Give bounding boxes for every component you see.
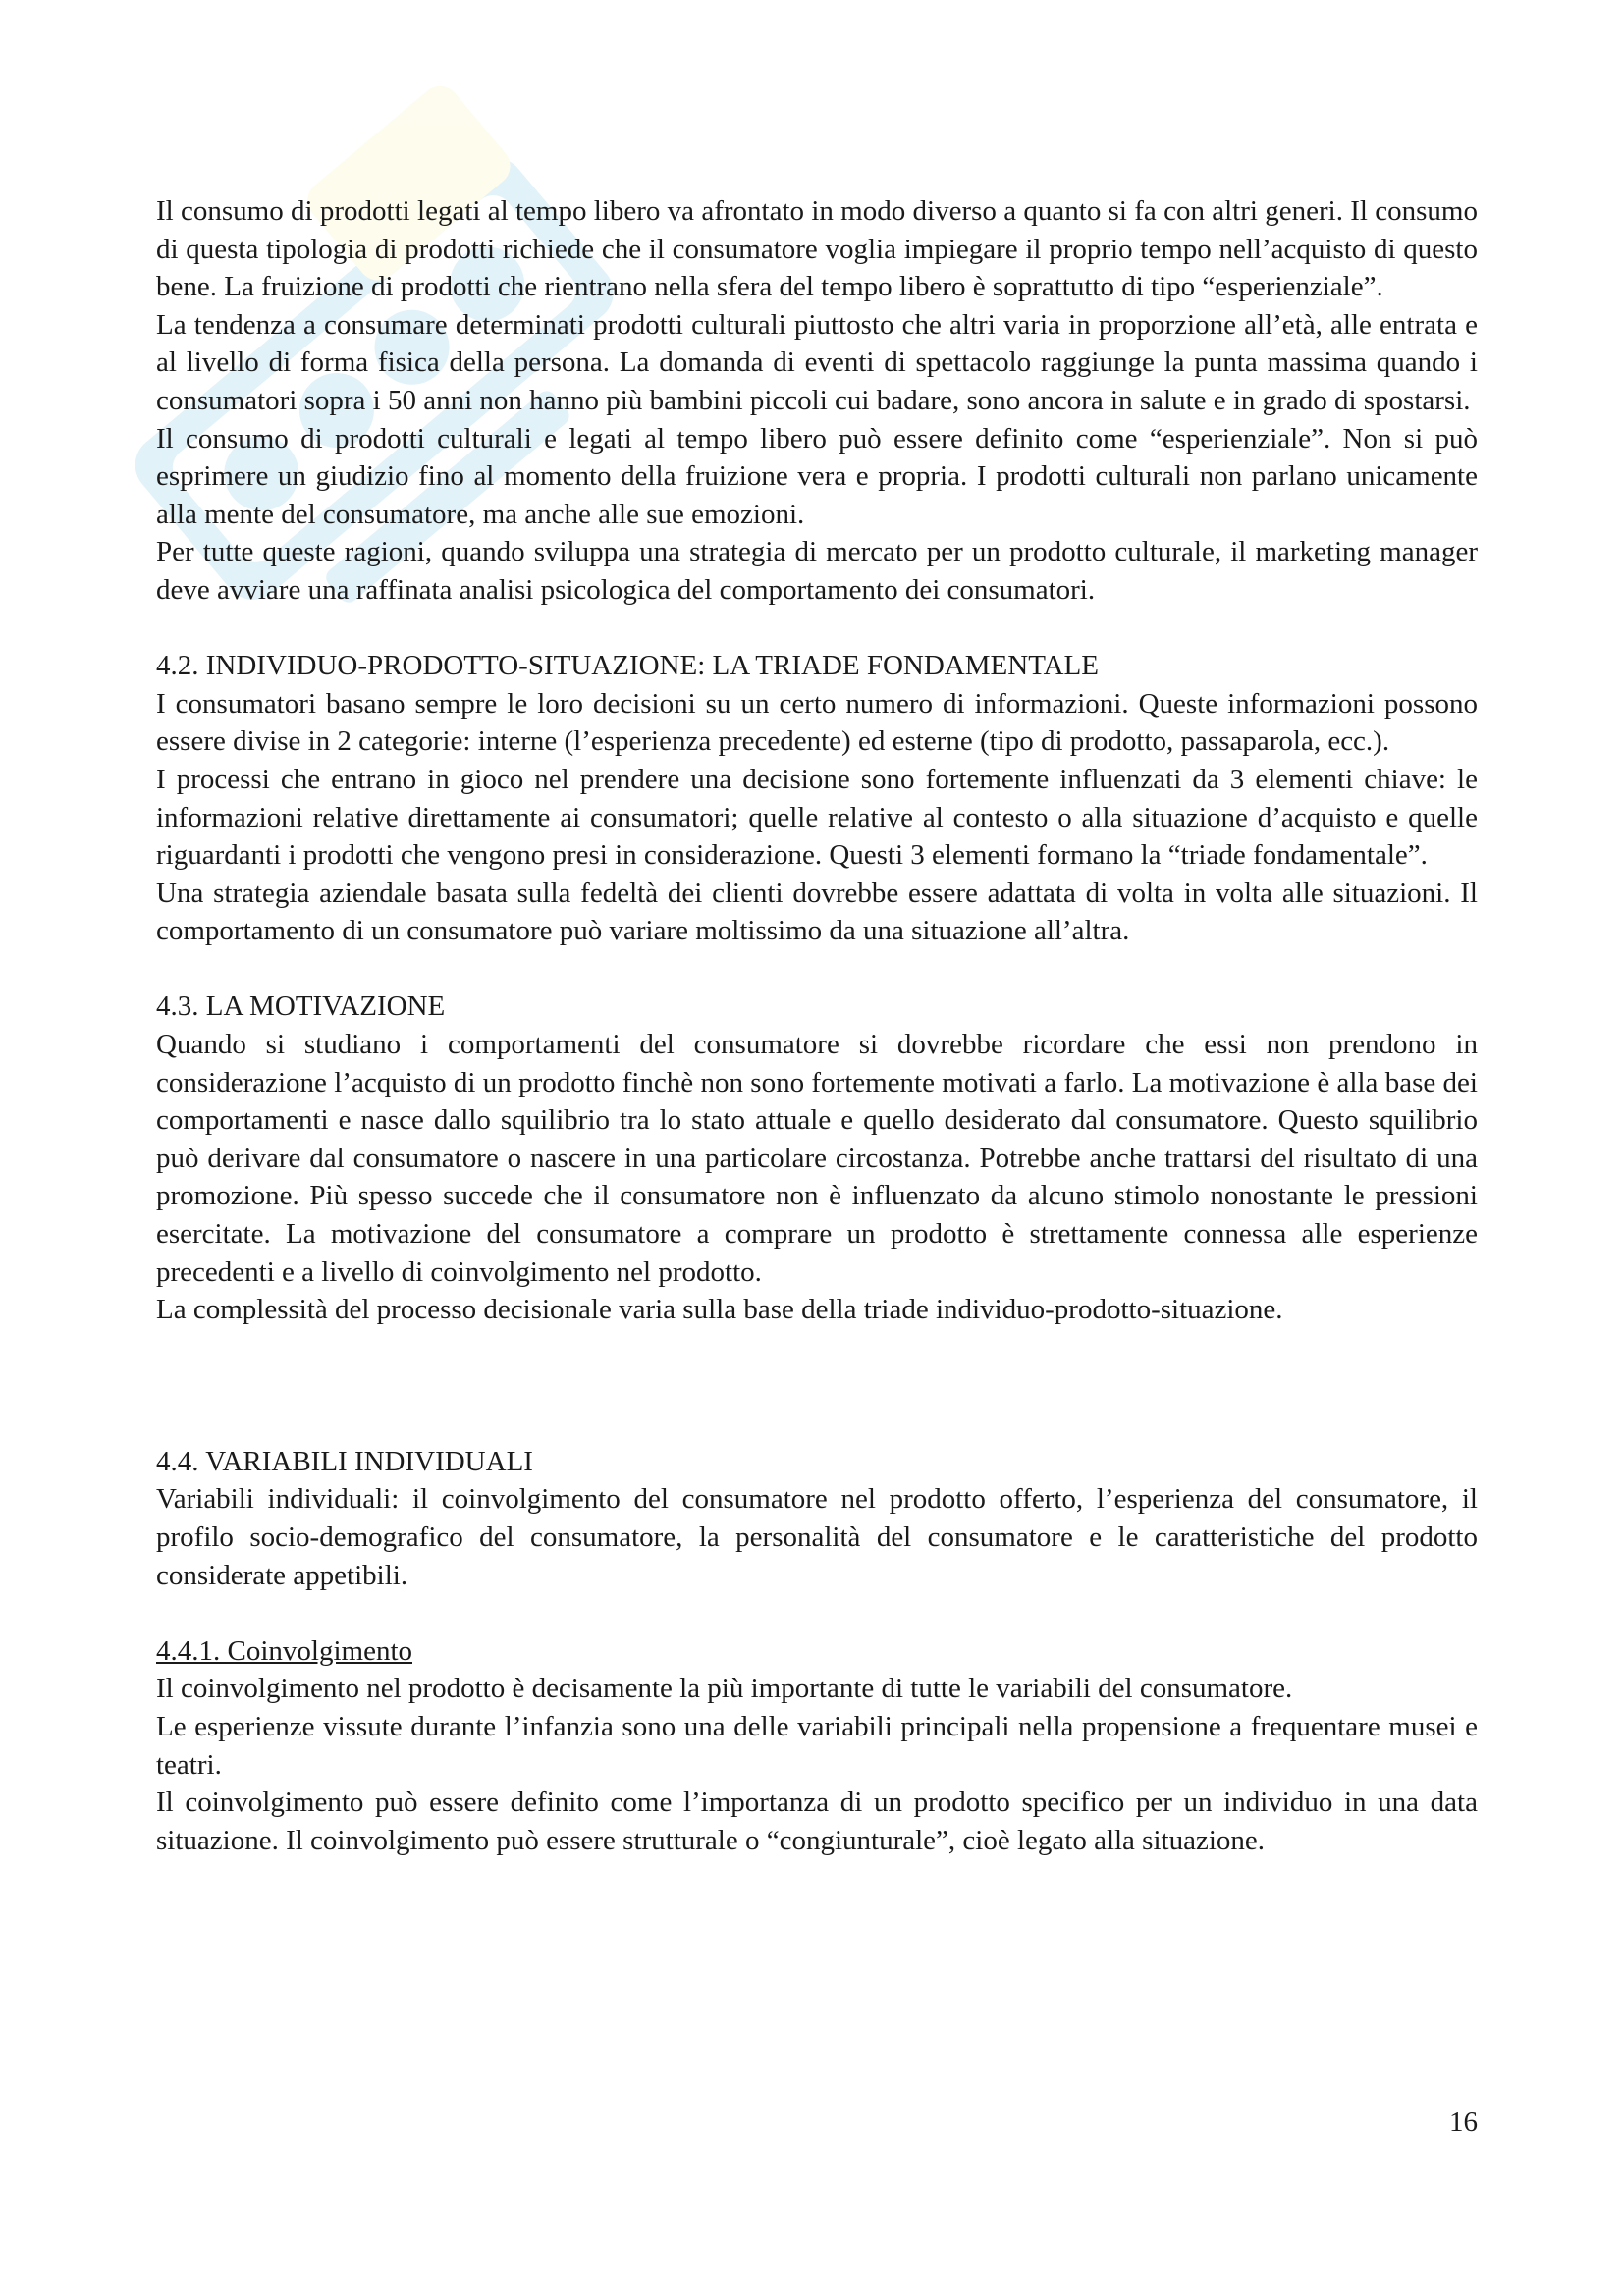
page-body xyxy=(156,192,1478,1859)
section-4-2-paragraph-3: Una strategia aziendale basata sulla fedeltà dei clienti dovrebbe essere adattata di volta in volta alle situazioni. Il comportamento di un consumatore può variare moltissimo da una situazione all’altra. xyxy=(156,877,1478,947)
section-4-4-paragraph-1: Variabili individuali: il coinvolgimento del consumatore nel prodotto offerto, l’esperienza del consumatore, il profilo socio-demografico del consumatore, la personalità del consumatore e le caratteristiche del prodotto considerate appetibili. xyxy=(156,1483,1478,1591)
section-4-4-1-paragraph-1: Il coinvolgimento nel prodotto è decisamente la più importante di tutte le variabili del consumatore. xyxy=(156,1673,1293,1705)
section-spacer xyxy=(156,1329,1478,1443)
section-4-3-heading: 4.3. LA MOTIVAZIONE xyxy=(156,990,446,1023)
section-4-2-paragraph-2: I processi che entrano in gioco nel prendere una decisione sono fortemente influenzati da 3 elementi chiave: le informazioni relative direttamente ai consumatori; quelle relative al contesto o alla situazione d’acquisto e quelle riguardanti i prodotti che vengono presi in considerazione. Questi 3 elementi formano la “triade fondamentale”. xyxy=(156,763,1478,872)
section-spacer xyxy=(156,610,1478,648)
section-4-2-heading: 4.2. INDIVIDUO-PRODOTTO-SITUAZIONE: LA TRIADE FONDAMENTALE xyxy=(156,650,1099,682)
intro-paragraph-3: Il consumo di prodotti culturali e legati al tempo libero può essere definito come “esperienziale”. Non si può esprimere un giudizio fino al momento della fruizione vera e propria. I prodotti culturali non parlano unicamente alla mente del consumatore, ma anche alle sue emozioni. xyxy=(156,422,1478,530)
intro-paragraph-2: La tendenza a consumare determinati prodotti culturali piuttosto che altri varia in proporzione all’età, alle entrata e al livello di forma fisica della persona. La domanda di eventi di spettacolo raggiunge la punta massima quando i consumatori sopra i 50 anni non hanno più bambini piccoli cui badare, sono ancora in salute e in grado di spostarsi. xyxy=(156,308,1478,416)
section-4-3-paragraph-2: La complessità del processo decisionale varia sulla base della triade individuo-prodotto-situazione. xyxy=(156,1294,1283,1326)
section-4-4-1-paragraph-3: Il coinvolgimento può essere definito come l’importanza di un prodotto specifico per un individuo in una data situazione. Il coinvolgimento può essere strutturale o “congiunturale”, cioè legato alla situazione. xyxy=(156,1787,1478,1856)
section-spacer xyxy=(156,950,1478,988)
section-4-4-heading: 4.4. VARIABILI INDIVIDUALI xyxy=(156,1445,533,1477)
section-4-3-paragraph-1: Quando si studiano i comportamenti del consumatore si dovrebbe ricordare che essi non prendono in considerazione l’acquisto di un prodotto finchè non sono fortemente motivati a farlo. La motivazione è alla base dei comportamenti e nasce dallo squilibrio tra lo stato attuale e quello desiderato dal consumatore. Questo squilibrio può derivare dal consumatore o nascere in una particolare circostanza. Potrebbe anche trattarsi del risultato di una promozione. Più spesso succede che il consumatore non è influenzato da alcuno stimolo nonostante le pressioni esercitate. La motivazione del consumatore a comprare un prodotto è strettamente connessa alle esperienze precedenti e a livello di coinvolgimento nel prodotto. xyxy=(156,1029,1478,1288)
intro-paragraph-4: Per tutte queste ragioni, quando sviluppa una strategia di mercato per un prodotto culturale, il marketing manager deve avviare una raffinata analisi psicologica del comportamento dei consumatori. xyxy=(156,536,1478,606)
section-spacer xyxy=(156,1594,1478,1632)
page-number: 16 xyxy=(1449,2107,1478,2138)
section-4-2-paragraph-1: I consumatori basano sempre le loro decisioni su un certo numero di informazioni. Queste informazioni possono essere divise in 2 categorie: interne (l’esperienza precedente) ed esterne (tipo di prodotto, passaparola, ecc.). xyxy=(156,687,1478,758)
section-4-4-1-heading: 4.4.1. Coinvolgimento xyxy=(156,1634,412,1667)
section-4-4-1-paragraph-2: Le esperienze vissute durante l’infanzia sono una delle variabili principali nella propensione a frequentare musei e teatri. xyxy=(156,1710,1478,1781)
intro-paragraph-1: Il consumo di prodotti legati al tempo libero va afrontato in modo diverso a quanto si fa con altri generi. Il consumo di questa tipologia di prodotti richiede che il consumatore voglia impiegare il proprio tempo nell’acquisto di questo bene. La fruizione di prodotti che rientrano nella sfera del tempo libero è soprattutto di tipo “esperienziale”. xyxy=(156,195,1478,303)
